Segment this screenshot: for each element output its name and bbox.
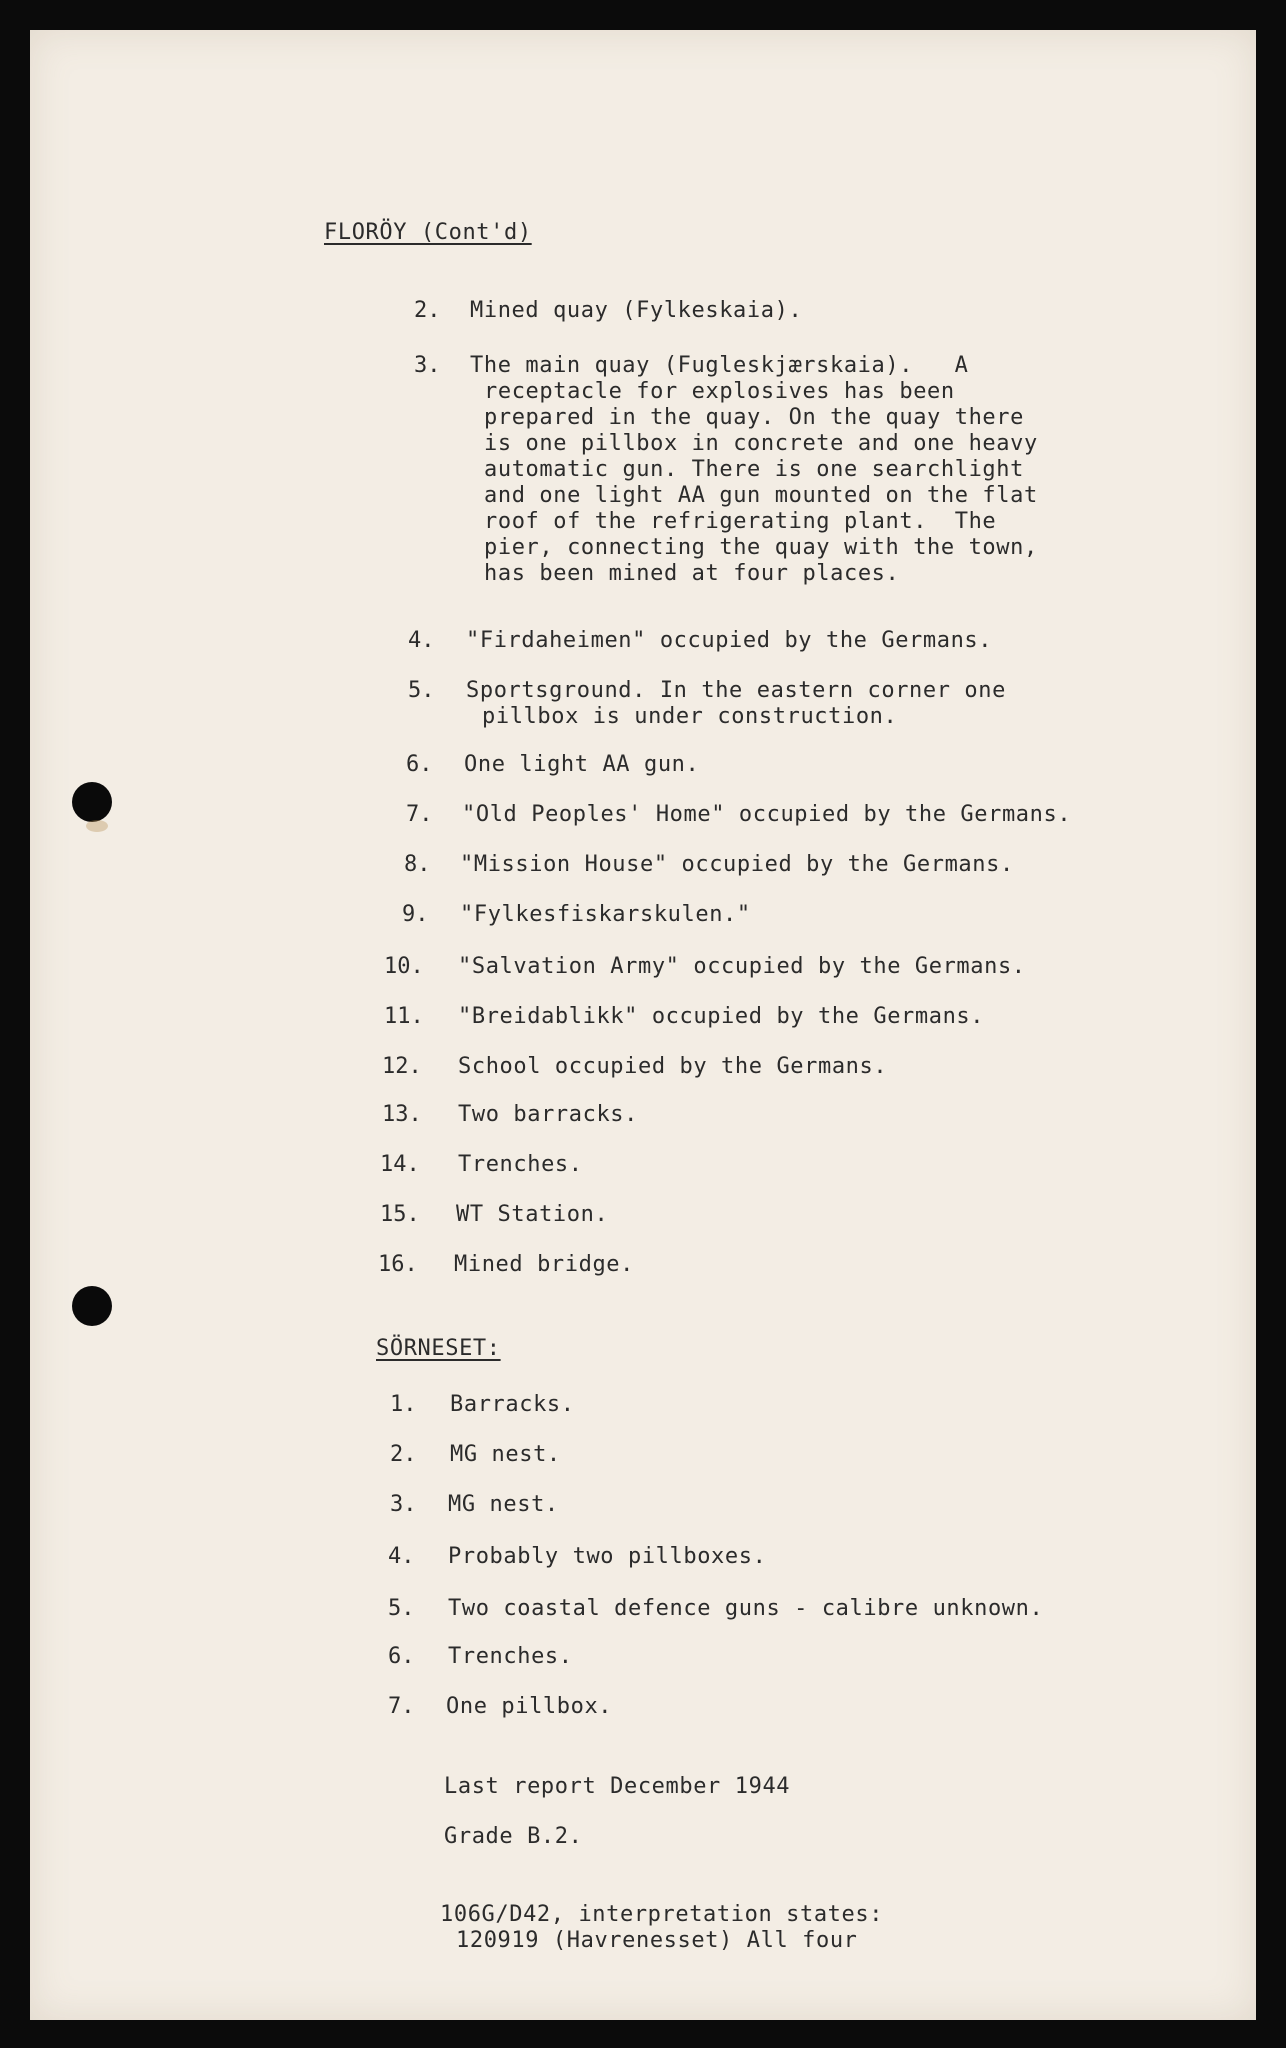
item-text-line: and one light AA gun mounted on the flat <box>484 483 1038 508</box>
item-text: Trenches. <box>458 1152 583 1177</box>
item-number: 14. <box>380 1152 420 1177</box>
item-number: 2. <box>414 298 441 323</box>
item-number: 4. <box>408 628 435 653</box>
item-text: MG nest. <box>450 1442 561 1467</box>
item-text-line: roof of the refrigerating plant. The <box>484 509 997 534</box>
item-number: 5. <box>408 678 435 703</box>
item-text: Mined bridge. <box>454 1252 634 1277</box>
item-number: 6. <box>388 1644 415 1669</box>
item-text: WT Station. <box>456 1202 609 1227</box>
item-number: 6. <box>406 752 433 777</box>
last-report-line: Last report December 1944 <box>444 1774 791 1799</box>
item-text-line: pier, connecting the quay with the town, <box>484 535 1038 560</box>
item-text: Two barracks. <box>458 1102 638 1127</box>
interpretation-line: 120919 (Havrenesset) All four <box>456 1928 858 1953</box>
item-text: MG nest. <box>448 1492 559 1517</box>
item-text-line: Sportsground. In the eastern corner one <box>466 678 1006 703</box>
item-text: One light AA gun. <box>464 752 700 777</box>
item-number: 1. <box>390 1392 417 1417</box>
item-text: "Breidablikk" occupied by the Germans. <box>458 1004 985 1029</box>
item-number: 4. <box>388 1544 415 1569</box>
item-text-line: automatic gun. There is one searchlight <box>484 457 1024 482</box>
item-text-line: prepared in the quay. On the quay there <box>484 405 1024 430</box>
section-heading-floroy: FLORÖY (Cont'd) <box>324 220 532 245</box>
item-number: 3. <box>390 1492 417 1517</box>
grade-line: Grade B.2. <box>444 1824 583 1849</box>
item-number: 16. <box>378 1252 418 1277</box>
interpretation-line: 106G/D42, interpretation states: <box>440 1902 884 1927</box>
item-number: 15. <box>380 1202 420 1227</box>
item-text-line: pillbox is under construction. <box>482 704 898 729</box>
item-text-line: is one pillbox in concrete and one heavy <box>484 431 1038 456</box>
item-text: "Mission House" occupied by the Germans. <box>460 852 1014 877</box>
item-text: Probably two pillboxes. <box>448 1544 767 1569</box>
item-text: One pillbox. <box>446 1694 613 1719</box>
item-text: Barracks. <box>450 1392 575 1417</box>
item-number: 11. <box>384 1004 424 1029</box>
paper-stain <box>86 820 108 832</box>
item-number: 5. <box>388 1596 415 1621</box>
item-number: 9. <box>402 902 429 927</box>
punch-hole <box>72 1286 112 1326</box>
item-text: "Old Peoples' Home" occupied by the Germans. <box>462 802 1072 827</box>
item-text-line: has been mined at four places. <box>484 561 900 586</box>
punch-hole <box>72 782 112 822</box>
item-text: "Fylkesfiskarskulen." <box>460 902 751 927</box>
document-page <box>30 30 1256 2020</box>
item-number: 8. <box>404 852 431 877</box>
item-text: Two coastal defence guns - calibre unknown. <box>448 1596 1044 1621</box>
item-text: Trenches. <box>448 1644 573 1669</box>
item-text: "Salvation Army" occupied by the Germans. <box>458 954 1026 979</box>
item-text: School occupied by the Germans. <box>458 1054 888 1079</box>
item-number: 3. <box>414 353 441 378</box>
item-text-line: receptacle for explosives has been <box>484 379 955 404</box>
item-number: 10. <box>384 954 424 979</box>
item-number: 7. <box>406 802 433 827</box>
item-text: "Firdaheimen" occupied by the Germans. <box>466 628 993 653</box>
item-number: 12. <box>382 1054 422 1079</box>
item-number: 2. <box>390 1442 417 1467</box>
section-heading-sorneset: SÖRNESET: <box>376 1336 501 1361</box>
item-number: 13. <box>382 1102 422 1127</box>
item-text: Mined quay (Fylkeskaia). <box>470 298 803 323</box>
item-number: 7. <box>388 1694 415 1719</box>
item-text-line: The main quay (Fugleskjærskaia). A <box>470 353 969 378</box>
